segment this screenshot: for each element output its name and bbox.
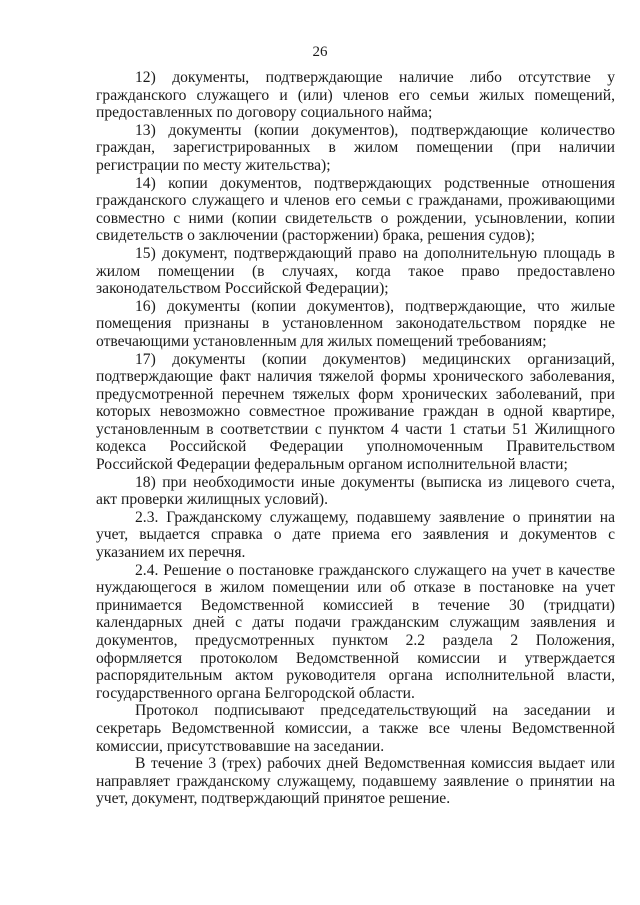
list-item-14: 14) копии документов, подтверждающих родственные отношения гражданского служащего и членов его семьи с гражданами, проживающими совместно с ними (копии свидетельств о рождении, усыновлении, копии свидетельств о заключении (расторжении) брака, решения судов);	[96, 174, 615, 245]
list-item-18: 18) при необходимости иные документы (выписка из лицевого счета, акт проверки жилищных условий).	[96, 473, 615, 509]
list-item-15: 15) документ, подтверждающий право на дополнительную площадь в жилом помещении (в случаях, когда такое право предоставлено законодательством Российской Федерации);	[96, 244, 615, 298]
list-item-16: 16) документы (копии документов), подтверждающие, что жилые помещения признаны в установленном законодательством порядке не отвечающими установленным для жилых помещений требованиям;	[96, 297, 615, 350]
clause-2-3: 2.3. Гражданскому служащему, подавшему заявление о принятии на учет, выдается справка о дате приема его заявления и документов с указанием их перечня.	[96, 508, 615, 562]
decision-delivery-paragraph: В течение 3 (трех) рабочих дней Ведомственная комиссия выдает или направляет гражданскому служащему, подавшему заявление о принятии на учет, документ, подтверждающий принятое решение.	[96, 755, 615, 808]
clause-2-4: 2.4. Решение о постановке гражданского служащего на учет в качестве нуждающегося в жилом помещении или об отказе в постановке на учет принимается Ведомственной комиссией в течение 30 (тридцати) календарных дней с даты подачи гражданским служащим заявления и документов, предусмотренных пунктом 2.2 раздела 2 Положения, оформляется протоколом Ведомственной комиссии и утверждается распорядительным актом руководителя органа исполнительной власти, государственного органа Белгородской области.	[96, 561, 615, 702]
list-item-13: 13) документы (копии документов), подтверждающие количество граждан, зарегистрированных в жилом помещении (при наличии регистрации по месту жительства);	[96, 121, 615, 174]
document-body	[96, 69, 615, 808]
list-item-17: 17) документы (копии документов) медицинских организаций, подтверждающие факт наличия тяжелой формы хронического заболевания, предусмотренной перечнем тяжелых форм хронических заболеваний, при которых невозможно совместное проживание граждан в одной квартире, установленным в соответствии с пунктом 4 части 1 статьи 51 Жилищного кодекса Российской Федерации уполномоченным Правительством Российской Федерации федеральным органом исполнительной власти;	[96, 350, 615, 474]
list-item-12: 12) документы, подтверждающие наличие либо отсутствие у гражданского служащего и (или) членов его семьи жилых помещений, предоставленных по договору социального найма;	[96, 69, 615, 122]
page-number: 26	[312, 44, 328, 60]
protocol-signing-paragraph: Протокол подписывают председательствующий на заседании и секретарь Ведомственной комиссии, а также все члены Ведомственной комиссии, присутствовавшие на заседании.	[96, 702, 615, 755]
